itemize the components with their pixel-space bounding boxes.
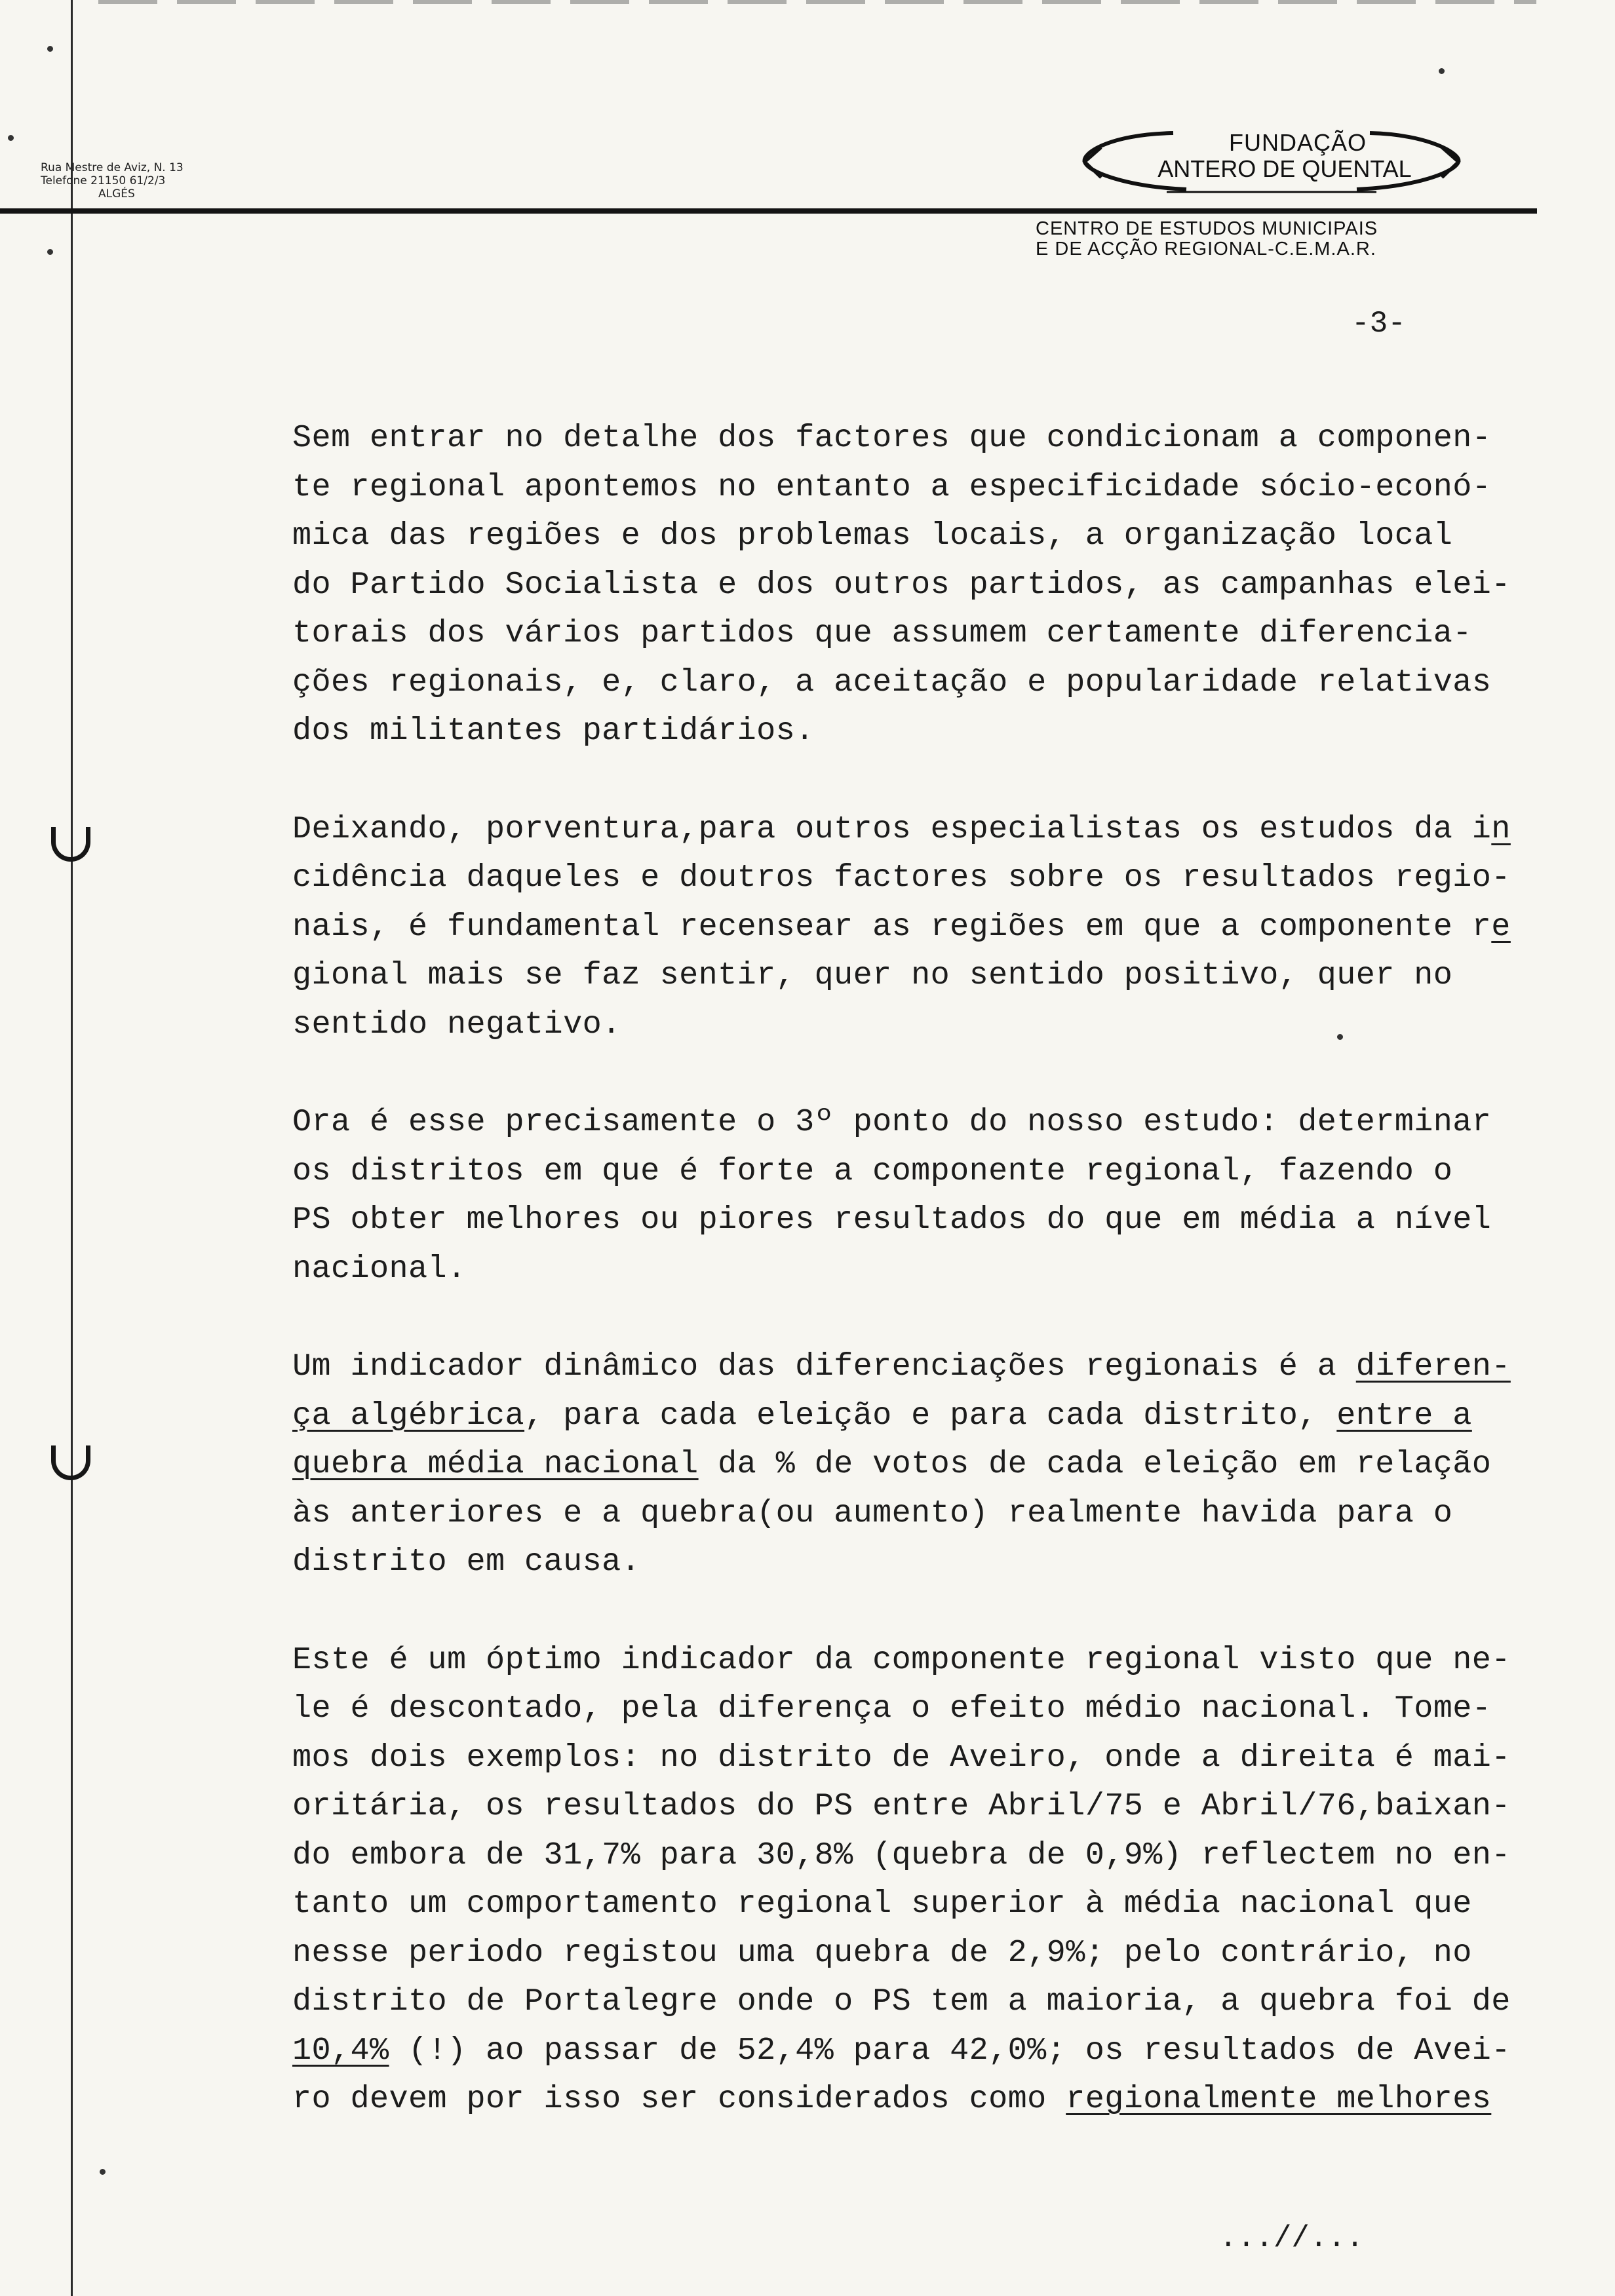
speck xyxy=(8,135,14,141)
text-line xyxy=(292,659,1538,708)
text-segment: (!) ao passar de 52,4% para 42,0%; os resultados de Avei- xyxy=(389,2032,1511,2069)
text-line xyxy=(292,1196,1538,1245)
text-segment: ções regionais, e, claro, a aceitação e popularidade relativas xyxy=(292,664,1492,700)
speck xyxy=(1337,1034,1343,1040)
text-line xyxy=(292,1343,1538,1392)
text-line xyxy=(292,1489,1538,1539)
text-line xyxy=(292,414,1538,463)
text-segment: Deixando, porventura,para outros especialistas os estudos da i xyxy=(292,811,1492,847)
binder-clip-icon xyxy=(51,827,90,862)
text-line xyxy=(292,1880,1538,1929)
underlined-text: ça algébrica xyxy=(292,1397,525,1434)
address-line: Rua Mestre de Aviz, N. 13 xyxy=(41,161,184,174)
text-line xyxy=(292,1245,1538,1294)
underlined-text: e xyxy=(1491,908,1511,945)
text-segment: te regional apontemos no entanto a especificidade sócio-econó- xyxy=(292,469,1492,505)
text-segment: mica das regiões e dos problemas locais, a organização local xyxy=(292,518,1453,554)
binder-clip-icon xyxy=(51,1445,90,1480)
speck xyxy=(47,46,53,52)
text-segment: mos dois exemplos: no distrito de Aveiro, onde a direita é mai- xyxy=(292,1739,1511,1776)
text-segment: da % de votos de cada eleição em relação xyxy=(698,1446,1492,1482)
text-line xyxy=(292,2075,1538,2124)
paragraph xyxy=(292,414,1538,756)
text-segment: Ora é esse precisamente o 3º ponto do nosso estudo: determinar xyxy=(292,1104,1492,1140)
underlined-text: entre a xyxy=(1336,1397,1472,1434)
underlined-text: n xyxy=(1491,811,1511,847)
top-edge-strip xyxy=(98,0,1536,4)
text-segment: distrito de Portalegre onde o PS tem a maioria, a quebra foi de xyxy=(292,1983,1511,2019)
underlined-text: 10,4% xyxy=(292,2032,389,2069)
speck xyxy=(47,249,53,255)
text-segment: Sem entrar no detalhe dos factores que condicionam a componen- xyxy=(292,420,1492,456)
text-line xyxy=(292,854,1538,903)
text-line xyxy=(292,609,1538,659)
text-line xyxy=(292,1734,1538,1783)
town-line: ALGÉS xyxy=(98,187,135,201)
text-line xyxy=(292,1392,1538,1441)
text-segment: cidência daqueles e doutros factores sobre os resultados regio- xyxy=(292,860,1511,896)
header-rule xyxy=(0,208,1537,214)
text-segment: do embora de 31,7% para 30,8% (quebra de 0,9%) reflectem no en- xyxy=(292,1837,1511,1873)
paragraph xyxy=(292,1636,1538,2124)
underlined-text: diferen- xyxy=(1355,1349,1511,1385)
paragraph xyxy=(292,1343,1538,1587)
address-block xyxy=(41,161,184,201)
text-line xyxy=(292,1098,1538,1147)
text-segment: Um indicador dinâmico das diferenciações regionais é a xyxy=(292,1349,1356,1385)
centro-line-2: E DE ACÇÃO REGIONAL-C.E.M.A.R. xyxy=(1036,239,1376,259)
text-segment: tanto um comportamento regional superior à média nacional que xyxy=(292,1886,1472,1922)
text-segment: oritária, os resultados do PS entre Abril/75 e Abril/76,baixan- xyxy=(292,1788,1511,1824)
body-text xyxy=(292,414,1538,2173)
underlined-text: regionalmente melhores xyxy=(1066,2081,1492,2117)
text-line xyxy=(292,1831,1538,1881)
text-segment: do Partido Socialista e dos outros partidos, as campanhas elei- xyxy=(292,566,1511,603)
centro-block xyxy=(1036,219,1378,259)
logo-line-fundacao: FUNDAÇÃO xyxy=(1228,129,1367,156)
text-line xyxy=(292,512,1538,561)
text-line xyxy=(292,561,1538,610)
text-segment: nacional. xyxy=(292,1250,467,1287)
text-segment: PS obter melhores ou piores resultados do que em média a nível xyxy=(292,1202,1492,1238)
text-segment: gional mais se faz sentir, quer no sentido positivo, quer no xyxy=(292,957,1453,993)
text-line xyxy=(292,707,1538,756)
text-segment: , para cada eleição e para cada distrito, xyxy=(524,1397,1337,1434)
text-segment: os distritos em que é forte a componente regional, fazendo o xyxy=(292,1153,1453,1189)
logo-line-antero: ANTERO DE QUENTAL xyxy=(1158,155,1412,182)
text-segment: le é descontado, pela diferença o efeito médio nacional. Tome- xyxy=(292,1691,1492,1727)
text-line xyxy=(292,2027,1538,2076)
text-segment: às anteriores e a quebra(ou aumento) realmente havida para o xyxy=(292,1495,1453,1531)
text-line xyxy=(292,1538,1538,1587)
text-line xyxy=(292,1147,1538,1196)
centro-line-1: CENTRO DE ESTUDOS MUNICIPAIS xyxy=(1036,218,1378,239)
text-segment: torais dos vários partidos que assumem certamente diferencia- xyxy=(292,615,1472,651)
speck xyxy=(1439,68,1445,74)
text-line xyxy=(292,1782,1538,1831)
paragraph xyxy=(292,1098,1538,1293)
text-segment: distrito em causa. xyxy=(292,1544,641,1580)
phone-line: Telefone 21150 61/2/3 xyxy=(41,174,166,187)
text-segment: nesse periodo registou uma quebra de 2,9%; pelo contrário, no xyxy=(292,1934,1472,1971)
text-line xyxy=(292,1685,1538,1734)
margin-line xyxy=(71,0,73,2296)
text-segment: dos militantes partidários. xyxy=(292,713,815,749)
page-number: -3- xyxy=(1352,307,1406,341)
underlined-text: quebra média nacional xyxy=(292,1446,699,1482)
text-line xyxy=(292,1929,1538,1978)
speck xyxy=(100,2169,106,2175)
text-line xyxy=(292,951,1538,1001)
text-line xyxy=(292,805,1538,854)
continuation-mark: ...//... xyxy=(1219,2221,1364,2255)
paragraph xyxy=(292,805,1538,1050)
logo-text xyxy=(1154,130,1416,182)
text-segment: Este é um óptimo indicador da componente regional visto que ne- xyxy=(292,1641,1511,1678)
text-line xyxy=(292,903,1538,952)
text-line xyxy=(292,1636,1538,1685)
text-segment: nais, é fundamental recensear as regiões em que a componente r xyxy=(292,908,1492,945)
text-line xyxy=(292,1440,1538,1489)
text-segment: sentido negativo. xyxy=(292,1006,621,1043)
text-segment: ro devem por isso ser considerados como xyxy=(292,2081,1066,2117)
text-line xyxy=(292,1001,1538,1050)
text-line xyxy=(292,463,1538,512)
text-line xyxy=(292,1978,1538,2027)
